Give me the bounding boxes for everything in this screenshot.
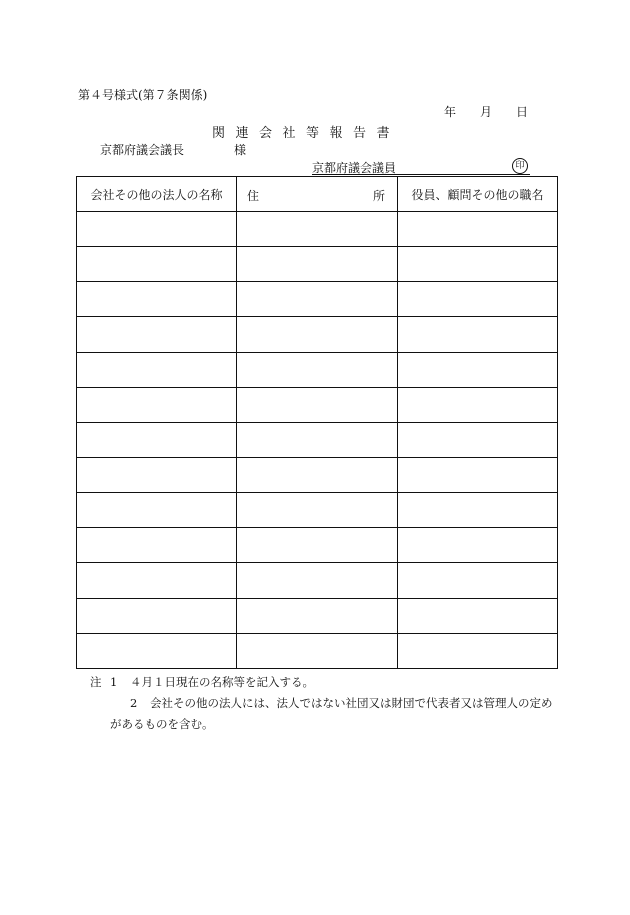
address-cell[interactable] xyxy=(237,493,398,528)
date-month: 月 xyxy=(480,105,493,119)
address-cell[interactable] xyxy=(237,633,398,668)
addressee xyxy=(100,141,246,158)
header-address-part1: 住 xyxy=(247,189,260,203)
company-name-cell[interactable] xyxy=(77,317,237,352)
note-item-1 xyxy=(90,672,553,693)
company-name-cell[interactable] xyxy=(77,457,237,492)
note-text: 会社その他の法人には、法人ではない社団又は財団で代表者又は管理人の定め xyxy=(150,696,553,710)
address-cell[interactable] xyxy=(237,528,398,563)
company-name-cell[interactable] xyxy=(77,212,237,247)
position-cell[interactable] xyxy=(398,317,558,352)
position-cell[interactable] xyxy=(398,422,558,457)
table-header-row xyxy=(77,177,558,212)
address-cell[interactable] xyxy=(237,352,398,387)
header-address xyxy=(237,177,398,212)
company-name-cell[interactable] xyxy=(77,493,237,528)
address-cell[interactable] xyxy=(237,282,398,317)
addressee-name: 京都府議会議長 xyxy=(100,143,185,157)
company-name-cell[interactable] xyxy=(77,563,237,598)
table-row xyxy=(77,212,558,247)
company-name-cell[interactable] xyxy=(77,247,237,282)
position-cell[interactable] xyxy=(398,457,558,492)
table-row xyxy=(77,457,558,492)
table-row xyxy=(77,282,558,317)
position-cell[interactable] xyxy=(398,598,558,633)
position-cell[interactable] xyxy=(398,212,558,247)
note-prefix: 注 xyxy=(90,675,102,689)
report-table xyxy=(76,176,558,669)
company-name-cell[interactable] xyxy=(77,387,237,422)
address-cell[interactable] xyxy=(237,457,398,492)
table-row xyxy=(77,563,558,598)
address-cell[interactable] xyxy=(237,598,398,633)
table-row xyxy=(77,633,558,668)
date-line xyxy=(444,103,528,120)
signature-underline xyxy=(312,174,530,175)
table-row xyxy=(77,247,558,282)
position-cell[interactable] xyxy=(398,493,558,528)
table-row xyxy=(77,493,558,528)
date-day: 日 xyxy=(516,105,529,119)
note-continuation: があるものを含む。 xyxy=(110,717,214,731)
address-cell[interactable] xyxy=(237,212,398,247)
table-row xyxy=(77,387,558,422)
sender-label: 京都府議会議員 xyxy=(312,161,397,175)
form-number: 第４号様式(第７条関係) xyxy=(78,88,208,102)
date-year: 年 xyxy=(444,105,457,119)
position-cell[interactable] xyxy=(398,282,558,317)
table-row xyxy=(77,352,558,387)
addressee-honorific: 様 xyxy=(234,143,247,157)
table-row xyxy=(77,317,558,352)
address-cell[interactable] xyxy=(237,387,398,422)
table-row xyxy=(77,598,558,633)
address-cell[interactable] xyxy=(237,317,398,352)
document-title: 関連会社等報告書 xyxy=(212,126,401,141)
note-number: 1 xyxy=(110,675,118,689)
table-body xyxy=(77,212,558,669)
company-name-cell[interactable] xyxy=(77,633,237,668)
table-row xyxy=(77,422,558,457)
address-cell[interactable] xyxy=(237,422,398,457)
company-name-cell[interactable] xyxy=(77,528,237,563)
table-row xyxy=(77,528,558,563)
position-cell[interactable] xyxy=(398,563,558,598)
note-text: ４月１日現在の名称等を記入する。 xyxy=(130,675,314,689)
notes xyxy=(90,672,553,735)
note-item-2 xyxy=(90,693,553,714)
company-name-cell[interactable] xyxy=(77,598,237,633)
position-cell[interactable] xyxy=(398,247,558,282)
note-number: 2 xyxy=(130,696,138,710)
company-name-cell[interactable] xyxy=(77,422,237,457)
position-cell[interactable] xyxy=(398,633,558,668)
company-name-cell[interactable] xyxy=(77,282,237,317)
position-cell[interactable] xyxy=(398,387,558,422)
seal-mark: 印 xyxy=(512,158,528,174)
header-position: 役員、顧問その他の職名 xyxy=(398,177,558,212)
address-cell[interactable] xyxy=(237,247,398,282)
company-name-cell[interactable] xyxy=(77,352,237,387)
position-cell[interactable] xyxy=(398,352,558,387)
position-cell[interactable] xyxy=(398,528,558,563)
sender-line xyxy=(312,159,530,175)
header-address-part2: 所 xyxy=(372,189,385,203)
address-cell[interactable] xyxy=(237,563,398,598)
header-company-name: 会社その他の法人の名称 xyxy=(77,177,237,212)
